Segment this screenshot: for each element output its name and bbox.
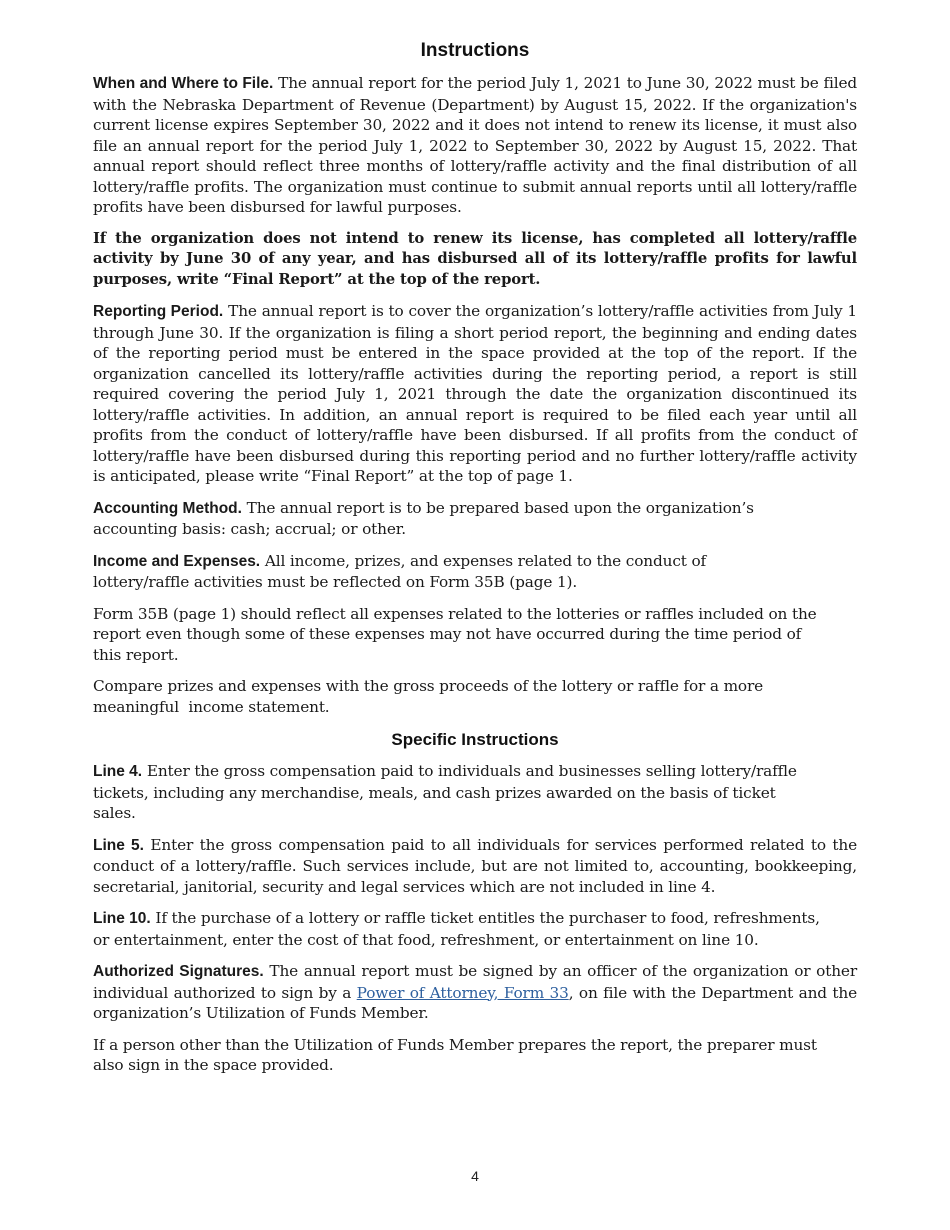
compare-paragraph: Compare prizes and expenses with the gross proceeds of the lottery or raffle for a more meaningful income statement. [93,677,768,716]
reporting-period-text: The annual report is to cover the organization’s lottery/raffle activities from July 1 through June 30. If the organization is filing a short period report, the beginning and ending dates of the reporting period must be entered in the space provided at the top of the report. If the organization cancelled its lottery/raffle activities during the reporting period, a report is still required covering the period July 1, 2021 through the date the organization discontinued its lottery/raffle activities. In addition, an annual report is required to be filed each year until all profits from the conduct of lottery/raffle have been disbursed. If all profits from the conduct of lottery/raffle have been disbursed during this reporting period and no further lottery/raffle activity is anticipated, please write “Final Report” at the top of page 1. [93,302,857,485]
line4-text: Enter the gross compensation paid to individuals and businesses selling lottery/raffle tickets, including any merchandise, meals, and cash prizes awarded on the basis of ticket sales. [93,762,797,822]
signatures-paragraph [93,961,857,1024]
form35b-paragraph: Form 35B (page 1) should reflect all expenses related to the lotteries or raffles included on the report even though some of these expenses may not have occurred during the time period of this report. [93,604,817,664]
line4-heading: Line 4. [93,763,143,780]
signatures-text-after: , on file with the Department and the organization’s Utilization of Funds Member. [93,983,857,1022]
line5-paragraph [93,835,857,898]
income-expenses-heading: Income and Expenses. [93,552,261,570]
income-expenses-paragraph [93,551,857,593]
income-expenses-text: All income, prizes, and expenses related to the conduct of lottery/raffle activities must be reflected on Form 35B (page 1). [93,551,707,591]
accounting-method-heading: Accounting Method. [93,499,242,517]
specific-instructions-title: Specific Instructions [391,730,559,749]
instructions-page [93,38,857,1087]
signatures-text-before: The annual report must be signed by an officer of the organization or other individual authorized to sign by a [93,962,858,1002]
when-where-paragraph [93,73,857,218]
reporting-period-heading: Reporting Period. [93,303,224,320]
preparer-paragraph: If a person other than the Utilization of Funds Member prepares the report, the preparer must also sign in the space provided. [93,1035,817,1074]
final-report-note: If the organization does not intend to renew its license, has completed all lottery/raffle activity by June 30 of any year, and has disbursed all of its lottery/raffle profits for lawful purposes, write “Final Report” at the top of the report. [93,229,857,288]
line10-paragraph [93,908,857,950]
page-title: Instructions [420,40,530,61]
line5-heading: Line 5. [93,836,144,854]
signatures-heading: Authorized Signatures. [93,963,264,980]
accounting-method-text: The annual report is to be prepared based upon the organization’s accounting basis: cash; accrual; or other. [93,498,754,538]
reporting-period-paragraph [93,301,857,487]
line4-paragraph [93,761,857,824]
when-where-heading: When and Where to File. [93,75,274,92]
line5-text: Enter the gross compensation paid to all individuals for services performed related to the conduct of a lottery/raffle. Such services include, but are not limited to, accounting, bookkeeping, secretarial, janitorial, security and legal services which are not included in line 4. [93,835,857,896]
accounting-method-paragraph [93,498,857,540]
line10-heading: Line 10. [93,910,151,927]
line10-text: If the purchase of a lottery or raffle ticket entitles the purchaser to food, refreshments, or entertainment, enter the cost of that food, refreshment, or entertainment on line 10. [93,909,820,949]
page-number: 4 [471,1168,479,1184]
power-of-attorney-link[interactable]: Power of Attorney, Form 33 [356,983,569,1002]
when-where-text: The annual report for the period July 1, 2021 to June 30, 2022 must be filed with the Nebraska Department of Revenue (Department) by August 15, 2022. If the organization's current license expires September 30, 2022 and it does not intend to renew its license, it must also file an annual report for the period July 1, 2022 to September 30, 2022 by August 15, 2022. That annual report should reflect three months of lottery/raffle activity and the final distribution of all lottery/raffle profits. The organization must continue to submit annual reports until all lottery/raffle profits have been disbursed for lawful purposes. [93,74,857,216]
